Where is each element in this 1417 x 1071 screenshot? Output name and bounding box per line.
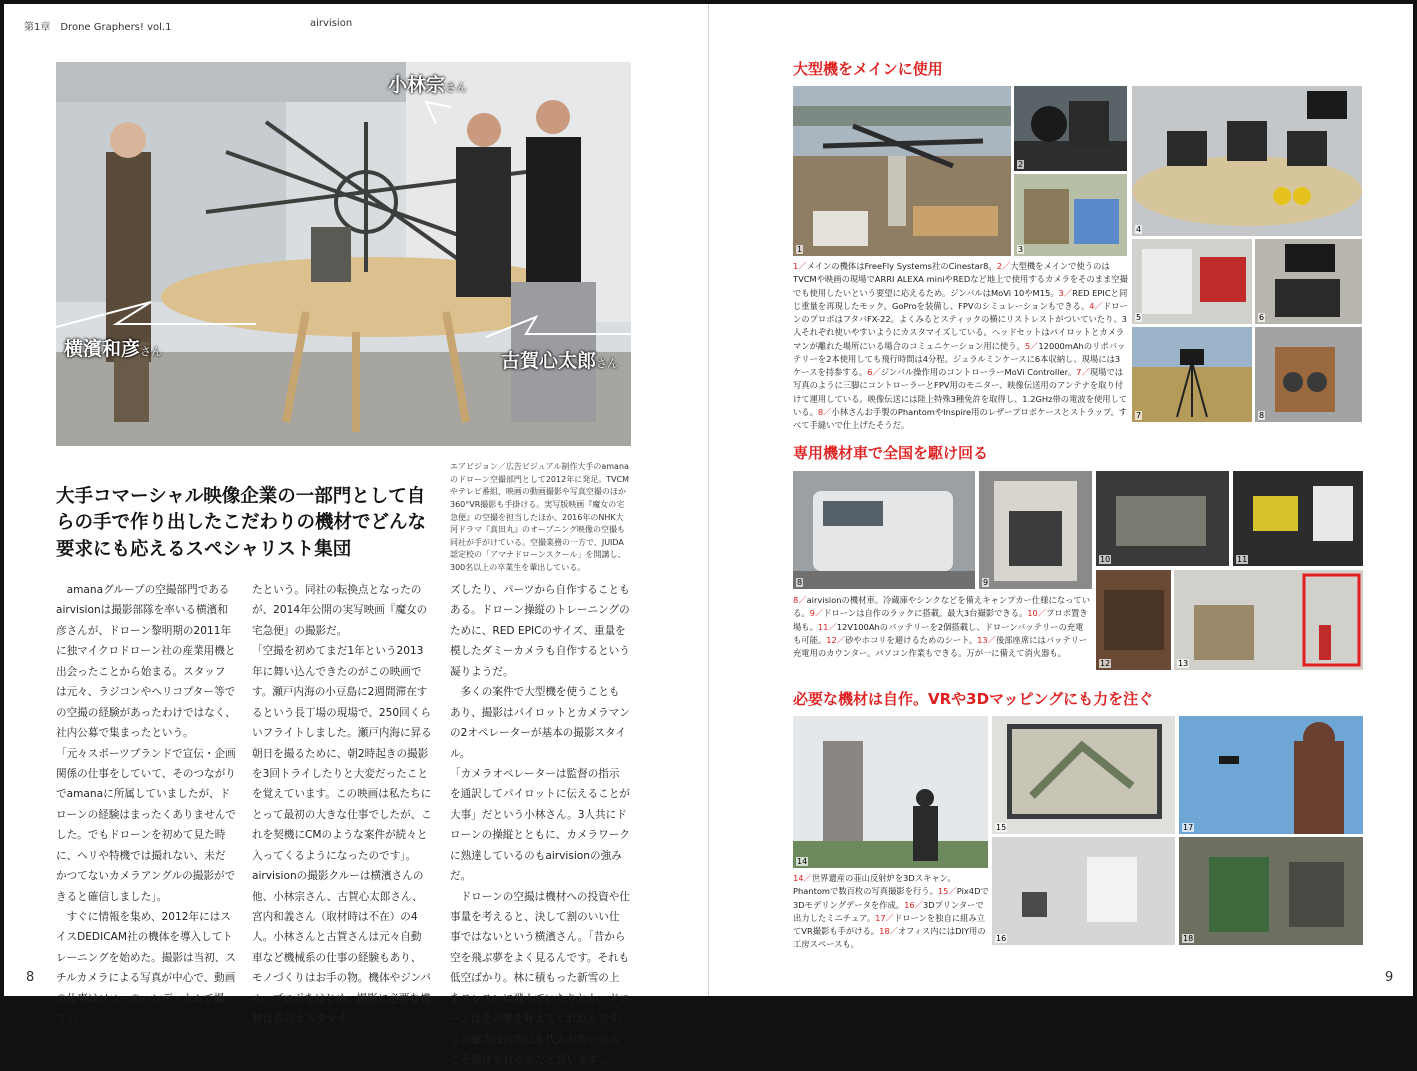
photo-3: [1014, 174, 1127, 256]
caption-text: プロポ置き場も。: [793, 608, 1088, 632]
photo-12: [1096, 570, 1171, 670]
caption-text: 世界遺産の韮山反射炉を3Dスキャン。Phantomで数百枚の写真撮影を行う。: [793, 873, 956, 897]
caption-text: 大型機をメインで使うのはTVCMや映画の現場でARRI ALEXA miniやREDなど地上で使用するカメラをそのまま空撮でも使用したいという要望に応えるため。ジンバルはMoVi 10やM15。: [793, 261, 1128, 298]
section-title-2: 専用機材車で全国を駆け回る: [793, 444, 989, 462]
caption-number: 16／: [904, 899, 923, 910]
body-column-2: たという。同社の転換点となったのが、2014年公開の実写映画『魔女の宅急便』の撮影だ。 「空撮を初めてまだ1年という2013年に舞い込んできたのがこの映画です。瀬戸内海の小豆島に2週間滞在するという長丁場の現場で、250回くらいフライトしました。瀬戸内海に昇る朝日を撮るために、朝2時起きの撮影を3回トライしたりと大変だったことを覚えています。この映画は私たちにとって最初の大きな仕事でしたが、これを契機にCMのような案件が続々と入ってくるようになったのです」。 airvisionの撮影クルーは横濱さんの他、小林宗さん、古賀心太郎さん、宮内和義さん（取材時は不在）の4人。小林さんと古賀さんは元々自動車など機械系の仕事の経験もあり、モノづくりはお手の物。機体やジンバル、プロポをはじめ、撮影に必要な機材は各自カスタマイ: [252, 584, 432, 1026]
photo-number: 17: [1183, 823, 1194, 832]
section-title-1: 大型機をメインに使用: [793, 60, 943, 78]
captions-section-3: [793, 872, 989, 952]
caption-number: 14／: [793, 873, 812, 883]
right-page: [709, 4, 1413, 996]
photo-5: [1132, 239, 1252, 324]
caption-number: 4／: [1089, 300, 1103, 311]
caption-text: 砂やホコリを避けるためのシート。: [845, 634, 978, 645]
photo-9: [979, 471, 1092, 589]
body-column-3: ズしたり、パーツから自作することもある。ドローン操縦のトレーニングのために、RED EPICのサイズ、重量を模したダミーカメラも自作するという凝りようだ。 多くの案件で大型機を使うこともあり、撮影はパイロットとカメラマンの2オペレーターが基本の撮影スタイル。 「カメラオペレーターは監督の指示を通訳してパイロットに伝えることが大事」だという小林さん。3人共にドローンの操縦とともに、カメラワークに熟達しているのもairvisionの強みだ。 ドローンの空撮は機材への投資や仕事量を考えると、決して割のいい仕事ではないという横濱さん。「昔から空を飛ぶ夢をよく見るんです。それも低空ばかり。林に積もった新雪の上をスレスレに飛んでいたりとか。ドローンはその夢を叶えてくれたんです。この魅力は何物にも代えがたいからこそ続けられるのだと思います」。: [450, 584, 630, 1067]
headline: 大手コマーシャル映像企業の一部門として自らの手で作り出したこだわりの機材でどんな要求にも応えるスペシャリスト集団: [56, 486, 427, 560]
caption-number: 6／: [867, 367, 881, 378]
caption-text: ドローンは自作のラックに搭載。最大3台撮影できる。: [823, 608, 1028, 619]
caption-number: 17／: [875, 912, 894, 923]
photo-2: [1014, 86, 1127, 171]
caption-text: ジンバル操作用のコントローラーMoVi Controller。: [880, 367, 1077, 378]
caption-number: 8／: [793, 595, 807, 605]
caption-number: 8／: [817, 406, 832, 417]
photo-number: 2: [1018, 160, 1024, 169]
running-head: 第1章 Drone Graphers! vol.1: [24, 22, 172, 33]
caption-text: Pix4Dで3Dモデリングデータを作成。: [793, 886, 989, 910]
photo-number: 16: [996, 934, 1007, 943]
caption-number: 18／: [879, 926, 898, 937]
page-number-right: 9: [1385, 970, 1394, 985]
photo-number: 12: [1100, 659, 1111, 668]
photo-number: 8: [797, 578, 803, 587]
caption-text: メインの機体はFreeFly Systems社のCinestar8。: [806, 261, 997, 271]
running-brand: airvision: [310, 18, 353, 29]
captions-section-1: [793, 260, 1128, 432]
caption-text: airvisionの機材車。冷蔵庫やシンクなどを備えキャンプカー仕様になっている。: [793, 595, 1091, 619]
photo-number: 6: [1259, 313, 1265, 322]
magazine-spread: [4, 4, 1413, 1067]
photo-4: [1132, 86, 1362, 236]
photo-6: [1255, 239, 1362, 324]
team-photo: [56, 62, 631, 446]
photo-van: [793, 471, 975, 589]
caption-number: 12／: [826, 634, 846, 645]
photo-number: 1: [797, 245, 803, 254]
caption-number: 13／: [977, 634, 996, 645]
photo-number: 18: [1183, 934, 1194, 943]
caption-number: 7／: [1076, 367, 1090, 378]
photo-number: 10: [1100, 555, 1111, 564]
caption-number: 2／: [996, 261, 1011, 271]
caption-text: 3Dプリンターで出力したミニチュア。: [793, 899, 984, 923]
caption-text: オフィス内にはDIY用の工房スペースも。: [793, 926, 986, 950]
photo-14: [793, 716, 988, 868]
section-title-3: 必要な機材は自作。VRや3Dマッピングにも力を注ぐ: [793, 690, 1154, 708]
page-number-left: 8: [26, 970, 35, 985]
caption-number: 11／: [817, 621, 837, 632]
photo-7: [1132, 327, 1252, 422]
left-page: [4, 4, 708, 1067]
caption-text: 現場では写真のように三脚にコントローラーとFPV用のモニター、映像伝送用のアンテナを取り付けて運用している。映像伝送には陸上特殊3種免許を取得し、1.2GHz帯の電波を使用している。: [793, 367, 1128, 417]
photo-13: [1174, 570, 1363, 670]
caption-text: ドローンのプロポはフタバFX-22。よくみるとスティックの横にリストレストがついていたり、3人それぞれ使いやすいようにカスタマイズしている。ヘッドセットはパイロットとカメラマンが離れた場所にいる場合のコミュニケーション用に使う。: [793, 300, 1128, 351]
photo-number: 4: [1136, 225, 1142, 234]
caption-text: 後部座席にはバッテリー充電用のカウンター。パソコン作業もできる。万が一に備えて消火器も。: [793, 634, 1088, 659]
photo-number: 3: [1018, 245, 1024, 254]
photo-number: 15: [996, 823, 1007, 832]
company-caption: エアビジョン／広告ビジュアル制作大手のamanaのドローン空撮部門として2012年に発足。TVCMやテレビ番組、映画の動画撮影や写真空撮のほか360°VR撮影も手掛ける。実写版映画『魔女の宅急便』の空撮を担当したほか、2016年のNHK大河ドラマ『真田丸』のオープニング映像の空撮も同社が手がけている。空撮業務の一方で、JUIDA認定校の「アマナドローンスクール」を開講し、300名以上の卒業生を輩出している。: [450, 462, 630, 572]
photo-number: 5: [1136, 313, 1142, 322]
caption-text: 12000mAhのリポバッテリーを2本使用しても飛行時間は4分程。ジュラルミンケースに6本収納し、現場には3ケースを持参する。: [793, 340, 1126, 378]
body-column-1: amanaグループの空撮部門であるairvisionは撮影部隊を率いる横濱和彦さんが、ドローン黎明期の2011年に独マイクロドローン社の産業用機と出会ったことから始まる。スタッフは元々、ラジコンやヘリコプター等での空撮の経験があったわけではなく、社内公募で集まったという。 「元々スポーツブランドで宣伝・企画関係の仕事をしていて、そのつながりでamanaに所属していましたが、ドローンの経験はまったくありませんでした。でもドローンを初めて見た時に、ヘリや特機では撮れない、未だかつてないカメラアングルの撮影ができると確信しました」。 すぐに情報を集め、2012年にはスイスDEDICAM社の機体を導入してトレーニングを始めた。撮影は当初、スチルカメラによる写真が中心で、動画の仕事はソニーのハンディカムで撮ってい: [56, 584, 236, 1026]
photo-11: [1233, 471, 1363, 566]
caption-number: 3／: [1058, 287, 1073, 298]
label-kobayashi: 小林宗さん: [388, 74, 468, 96]
photo-17: [1179, 716, 1363, 834]
caption-number: 10／: [1027, 608, 1047, 619]
photo-18: [1179, 837, 1363, 945]
label-koga: 古賀心太郎さん: [501, 350, 619, 372]
caption-number: 9／: [809, 608, 824, 619]
caption-text: 小林さんお手製のPhantomやInspire用のレザープロポケースとストラップ。すべて手縫いで仕上げたそうだ。: [793, 406, 1128, 431]
photo-number: 11: [1237, 555, 1248, 564]
photo-number: 8: [1259, 411, 1265, 420]
caption-text: ドローンを独自に組み立てVR撮影も手がける。: [793, 912, 986, 937]
photo-1: [793, 86, 1011, 256]
photo-number: 7: [1136, 411, 1142, 420]
caption-number: 1／: [793, 261, 807, 271]
captions-section-2: [793, 594, 1091, 660]
caption-number: 5／: [1024, 340, 1039, 351]
photo-number: 9: [983, 578, 989, 587]
label-yokohama: 横濱和彦さん: [64, 338, 163, 360]
caption-number: 15／: [937, 886, 957, 897]
photo-number: 13: [1178, 659, 1189, 668]
photo-number: 14: [797, 857, 808, 866]
photo-16: [992, 837, 1175, 945]
caption-text: RED EPICと同じ重量を再現したモック。GoProを装備し、FPVのシミュレーションもできる。: [793, 287, 1128, 311]
photo-10: [1096, 471, 1229, 566]
photo-8: [1255, 327, 1362, 422]
photo-15: [992, 716, 1175, 834]
caption-text: 12V100Ahのバッテリーを2個搭載し、ドローンバッテリーの充電も可能。: [793, 621, 1084, 645]
